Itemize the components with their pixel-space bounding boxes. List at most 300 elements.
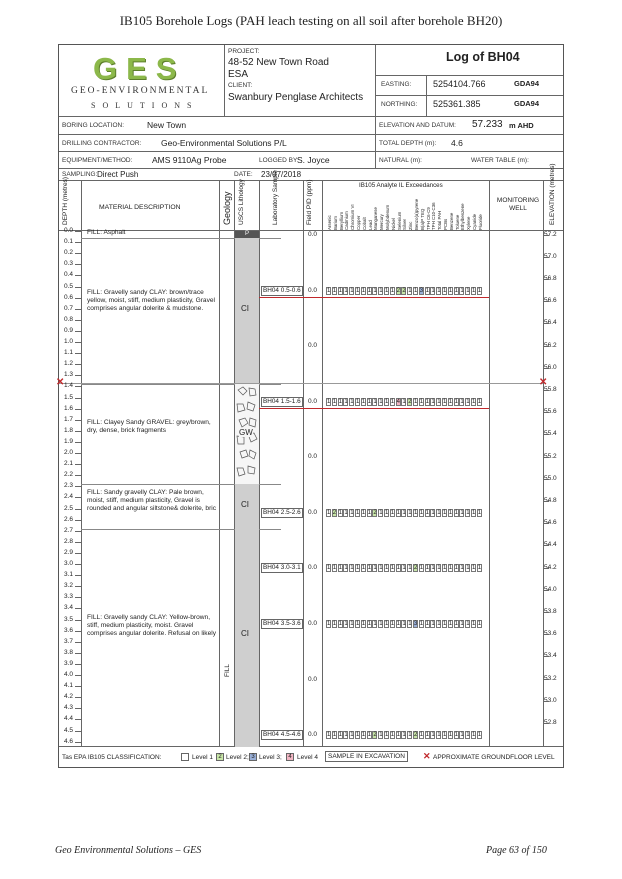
elevation-tick — [543, 590, 549, 591]
elevation-tick — [543, 434, 549, 435]
legend-sample: SAMPLE IN EXCAVATION — [325, 751, 408, 762]
exceedance-level-cell: 2 — [373, 509, 377, 516]
drilling-label: DRILLING CONTRACTOR: — [62, 140, 142, 147]
footer-page-number: Page 63 of 150 — [486, 845, 547, 856]
exceedance-level-cell: 1 — [396, 731, 400, 738]
exceedance-level-cell: 1 — [431, 398, 435, 405]
depth-tick-label: 0.5 — [63, 282, 73, 290]
analyte-name: Cyanide — [472, 213, 477, 230]
exceedance-level-cell: 1 — [431, 731, 435, 738]
depth-tick — [75, 497, 81, 498]
exceedance-level-cell: 1 — [344, 398, 348, 405]
depth-tick — [75, 664, 81, 665]
exceedance-level-cell: 1 — [477, 565, 482, 571]
exceedance-level-cell: 1 — [443, 565, 447, 571]
lab-sample-id: BH04 4.5-4.6 — [263, 730, 301, 738]
exceedance-level-cell: 1 — [414, 287, 418, 294]
exceedance-level-cell: 1 — [414, 398, 418, 405]
depth-tick — [75, 575, 81, 576]
exceedance-level-cell: 1 — [327, 509, 331, 516]
exceedance-level-cell: 1 — [408, 287, 412, 294]
elevation-tick — [543, 656, 549, 657]
exceedance-level-cell: 1 — [338, 565, 342, 571]
depth-tick — [75, 331, 81, 332]
document-title: IB105 Borehole Logs (PAH leach testing on all soil after borehole BH20) — [119, 13, 503, 28]
exceedance-level-cell: 1 — [373, 287, 377, 294]
legend-level4-box: 4 — [286, 753, 294, 761]
uscs-clay-3 — [235, 529, 259, 747]
uscs-clay-2 — [235, 484, 259, 529]
exceedance-level-cell: 1 — [466, 620, 470, 627]
legend-label: Tas EPA IB105 CLASSIFICATION: — [62, 754, 162, 761]
exceedance-row — [323, 564, 488, 574]
depth-tick — [75, 542, 81, 543]
exceedance-level-cell: 1 — [460, 565, 464, 571]
log-title: Log of BH04 — [446, 50, 520, 64]
exceedance-level-cell: 1 — [390, 398, 395, 405]
legend-cross-icon: ✕ — [423, 751, 431, 761]
depth-tick-label: 0.4 — [63, 271, 73, 279]
elevation-tick — [543, 545, 549, 546]
exceedance-level-cell: 1 — [379, 509, 383, 516]
depth-tick-label: 3.0 — [63, 560, 73, 567]
pid-reading: 0.0 — [308, 676, 318, 683]
layer-description: FILL: Gravelly sandy CLAY: brown/trace yellow, moist, stiff, medium plasticity, Gravel comprises angular dolerite & mudstone. — [87, 289, 216, 313]
legend-level2-box: 2 — [216, 753, 224, 761]
exceedance-level-cell: 1 — [431, 565, 435, 571]
legend-level2: Level 2; — [226, 754, 249, 761]
log-title-block — [376, 45, 563, 116]
exceedance-level-cell: 1 — [396, 620, 400, 627]
exceedance-level-cell: 3 — [414, 620, 418, 627]
exceedance-level-cell: 1 — [367, 509, 371, 516]
exceedance-level-cell: 1 — [472, 398, 476, 405]
elevation-tick-label: 55.0 — [544, 474, 557, 482]
elevation-tick — [543, 523, 549, 524]
exceedance-level-cell: 1 — [373, 620, 377, 627]
date-value: 23/07/2018 — [261, 170, 302, 179]
depth-tick-label: 0.6 — [63, 293, 73, 301]
legend-groundfloor: APPROXIMATE GROUNDFLOOR LEVEL — [433, 754, 555, 761]
uscs-label: CI — [241, 500, 249, 509]
equipment-value: AMS 9110Ag Probe — [152, 155, 227, 165]
exceedance-level-cell: 1 — [443, 731, 447, 738]
exceedance-level-cell: 1 — [390, 565, 395, 571]
elevation-value: 57.233 — [472, 119, 503, 130]
analyte-name: Xylene — [466, 216, 472, 230]
boring-location-row — [59, 117, 563, 135]
exceedance-level-cell: 1 — [443, 620, 447, 627]
layer-description: FILL: Sandy gravelly CLAY: Pale brown, moist, stiff, medium plasticity, Gravel is rounded and angular siltstone& dolerite, bric — [87, 489, 217, 513]
exceedance-level-cell: 1 — [460, 287, 464, 294]
lab-sample-id: BH04 2.5-2.6 — [263, 508, 301, 516]
exceedance-row — [323, 620, 488, 630]
depth-tick — [75, 242, 81, 243]
analyte-name: Arsenic — [327, 215, 332, 230]
depth-tick — [75, 364, 81, 365]
exceedance-level-cell: 3 — [419, 287, 424, 294]
exceedance-level-cell: 1 — [472, 565, 476, 571]
geology-fill-label: FILL — [224, 663, 231, 677]
logo — [59, 45, 224, 116]
uscs-clay-1 — [235, 238, 259, 384]
depth-tick-label: 2.4 — [63, 493, 73, 501]
exceedance-level-cell: 1 — [460, 509, 464, 516]
exceedance-level-cell: 1 — [344, 509, 348, 516]
depth-tick — [75, 697, 81, 698]
depth-tick-label: 2.3 — [63, 482, 73, 490]
elevation-tick-label: 56.4 — [544, 319, 557, 327]
log-body — [56, 227, 563, 747]
elevation-tick-label: 53.8 — [544, 608, 557, 616]
exceedance-level-cell: 1 — [338, 287, 342, 294]
depth-tick-label: 0.7 — [63, 304, 73, 312]
exceedance-level-cell: 1 — [344, 287, 348, 294]
exceedance-level-cell: 1 — [385, 731, 389, 738]
exceedance-level-cell: 1 — [419, 620, 424, 627]
project-label: PROJECT: — [228, 48, 260, 55]
depth-tick-label: 2.7 — [63, 526, 73, 534]
analyte-name: Chromium VI — [350, 204, 356, 230]
elevation-label: ELEVATION AND DATUM: — [379, 122, 456, 129]
depth-tick — [75, 353, 81, 354]
elevation-tick — [543, 479, 549, 480]
exceedance-level-cell: 1 — [361, 509, 366, 516]
elevation-tick-label: 55.2 — [544, 452, 557, 460]
exceedance-level-cell: 1 — [402, 731, 406, 738]
pid-reading: 0.0 — [308, 453, 318, 460]
exceedance-level-cell: 1 — [361, 287, 366, 294]
exceedance-level-cell: 1 — [408, 509, 412, 516]
depth-tick — [75, 375, 81, 376]
pid-reading: 0.0 — [308, 508, 318, 516]
exceedance-level-cell: 1 — [437, 731, 441, 738]
depth-tick-label: 1.5 — [63, 393, 73, 401]
exceedance-level-cell: 1 — [443, 287, 447, 294]
analyte-name: PCBs — [443, 218, 448, 230]
analyte-name: Benzo(a)pyrene — [414, 198, 419, 230]
groundfloor-marker-right: ✕ — [539, 377, 548, 388]
exceedance-level-cell: 1 — [425, 565, 429, 571]
exceedance-level-cell: 1 — [431, 620, 435, 627]
legend-level3: Level 3; — [259, 754, 282, 761]
layer-description: FILL: Gravelly sandy CLAY: Yellow-brown, stiff, medium plasticity, moist. Gravel comprises angular dolerite. Refusal on likely — [87, 614, 217, 638]
elevation-tick-label: 54.0 — [544, 585, 557, 593]
depth-tick — [75, 475, 81, 476]
depth-tick-label: 2.1 — [63, 460, 73, 468]
analyte-name: Fluoride — [477, 214, 483, 230]
exceedance-level-cell: 2 — [408, 398, 412, 405]
boring-location-value: New Town — [147, 120, 187, 130]
elevation-tick — [543, 568, 549, 569]
elevation-tick-label: 57.2 — [544, 230, 557, 238]
exceedance-level-cell: 1 — [472, 620, 476, 627]
exceedance-level-cell: 1 — [379, 287, 383, 294]
analyte-name: TPH C6-C9 — [425, 207, 431, 230]
elevation-tick-label: 56.6 — [544, 297, 557, 305]
depth-tick-label: 2.8 — [63, 537, 73, 545]
exceedance-level-cell: 1 — [437, 509, 441, 516]
exceedance-row — [323, 398, 488, 408]
exceedance-level-cell: 1 — [477, 620, 482, 627]
depth-tick — [75, 464, 81, 465]
northing-label: NORTHING: — [381, 101, 418, 108]
exceedance-level-cell: 2 — [402, 287, 406, 294]
depth-tick-label: 1.4 — [63, 382, 73, 390]
exceedance-level-cell: 1 — [344, 620, 348, 627]
exceedance-level-cell: 1 — [448, 287, 453, 294]
elevation-tick — [543, 346, 549, 347]
exceedance-level-cell: 1 — [356, 731, 360, 738]
equipment-label: EQUIPMENT/METHOD: — [62, 157, 133, 164]
elevation-tick-label: 54.8 — [544, 497, 557, 505]
depth-tick-label: 1.1 — [63, 349, 73, 357]
exceedance-level-cell: 1 — [448, 620, 453, 627]
depth-tick — [75, 298, 81, 299]
elevation-tick — [543, 235, 549, 236]
project-line1: 48-52 New Town Road — [228, 57, 329, 68]
exceedance-level-cell: 1 — [356, 620, 360, 627]
logo-line2: SOLUTIONS — [91, 101, 199, 110]
exceedance-level-cell: 1 — [425, 509, 429, 516]
exceedance-level-cell: 1 — [454, 509, 458, 516]
depth-tick-label: 2.6 — [63, 515, 73, 523]
exceedance-level-cell: 1 — [367, 620, 371, 627]
exceedance-level-cell: 1 — [361, 565, 366, 571]
analyte-name: Barium — [332, 216, 338, 230]
exceedance-level-cell: 2 — [414, 565, 418, 571]
exceedance-level-cell: 1 — [361, 398, 366, 405]
exceedance-level-cell: 1 — [356, 509, 360, 516]
analyte-name: TPH C10-C36 — [431, 202, 437, 230]
exceedance-level-cell: 1 — [385, 398, 389, 405]
elevation-tick-label: 53.6 — [544, 630, 557, 638]
exceedance-level-cell: 1 — [408, 620, 412, 627]
exceedance-level-cell: 1 — [454, 398, 458, 405]
elevation-tick-label: 53.4 — [544, 652, 557, 660]
exceedance-level-cell: 1 — [390, 287, 395, 294]
exceedance-level-cell: 1 — [367, 398, 371, 405]
lab-sample-id: BH04 3.5-3.6 — [263, 619, 301, 627]
drilling-row — [59, 135, 563, 152]
analyte-name: Benzene — [448, 212, 454, 230]
analyte-name: Silver — [402, 219, 408, 230]
layer-description: FILL: Asphalt — [87, 229, 126, 236]
depth-tick-label: 4.1 — [63, 682, 73, 690]
total-depth-label: TOTAL DEPTH (m): — [379, 140, 437, 147]
depth-tick-label: 0.0 — [63, 227, 73, 234]
exceedance-row — [323, 287, 488, 297]
elevation-tick-label: 52.8 — [544, 719, 557, 727]
elevation-header: ELEVATION (metres) — [549, 163, 556, 225]
depth-tick — [75, 686, 81, 687]
exceedance-header: IB105 Analyte IL Exceedances — [359, 182, 443, 189]
logo-line1: GEO-ENVIRONMENTAL — [71, 86, 210, 96]
depth-tick-label: 3.8 — [63, 648, 73, 656]
exceedance-level-cell: 1 — [327, 565, 331, 571]
elevation-tick-label: 56.2 — [544, 341, 557, 349]
depth-tick — [75, 275, 81, 276]
exceedance-level-cell: 1 — [338, 509, 342, 516]
exceedance-level-cell: 1 — [454, 731, 458, 738]
uscs-label: GW — [239, 428, 253, 437]
geology-header: Geology — [222, 191, 232, 225]
exceedance-level-cell: 1 — [350, 731, 354, 738]
elevation-tick — [543, 257, 549, 258]
exceedance-level-cell: 1 — [350, 287, 354, 294]
date-label: DATE: — [234, 171, 253, 178]
exceedance-level-cell: 1 — [373, 565, 377, 571]
exceedance-level-cell: 1 — [472, 509, 476, 516]
exceedance-level-cell: 1 — [396, 565, 400, 571]
exceedance-level-cell: 1 — [332, 398, 337, 405]
elevation-tick-label: 55.4 — [544, 430, 557, 438]
exceedance-level-cell: 1 — [327, 287, 331, 294]
exceedance-level-cell: 1 — [443, 509, 447, 516]
depth-tick-label: 1.0 — [63, 338, 73, 345]
legend-row — [59, 749, 563, 767]
legend-level3-box: 3 — [249, 753, 257, 761]
exceedance-level-cell: 1 — [338, 398, 342, 405]
depth-tick-label: 4.2 — [63, 693, 73, 701]
logged-by-value: S. Joyce — [297, 155, 330, 165]
pid-reading: 0.0 — [308, 342, 318, 349]
exceedance-level-cell: 1 — [332, 565, 337, 571]
depth-tick — [75, 553, 81, 554]
exceedance-level-cell: 1 — [414, 509, 418, 516]
exceedance-level-cell: 1 — [460, 398, 464, 405]
exceedance-level-cell: 1 — [367, 287, 371, 294]
pid-reading: 0.0 — [308, 730, 318, 738]
footer-company: Geo Environmental Solutions – GES — [55, 845, 202, 856]
depth-tick — [75, 231, 81, 232]
depth-tick-label: 4.6 — [63, 737, 73, 745]
depth-tick-label: 3.2 — [63, 582, 73, 590]
exceedance-level-cell: 4 — [396, 398, 400, 405]
lab-sample-id: BH04 1.5-1.6 — [263, 397, 301, 405]
analyte-name: Toluene — [454, 214, 460, 230]
analyte-name-list — [323, 181, 488, 231]
depth-tick — [75, 564, 81, 565]
analyte-name: Zinc — [408, 221, 414, 230]
exceedance-level-cell: 1 — [332, 620, 337, 627]
depth-tick — [75, 675, 81, 676]
borehole-log-sheet — [58, 44, 564, 768]
depth-tick-label: 3.3 — [63, 593, 73, 601]
analyte-name: Cadmium — [344, 211, 350, 230]
exceedance-level-cell: 1 — [379, 620, 383, 627]
exceedance-level-cell: 1 — [437, 565, 441, 571]
elevation-tick — [543, 390, 549, 391]
exceedance-level-cell: 1 — [327, 731, 331, 738]
easting-label: EASTING: — [381, 81, 412, 88]
exceedance-row — [323, 509, 488, 519]
exceedance-level-cell: 1 — [350, 620, 354, 627]
exceedance-level-cell: 1 — [361, 731, 366, 738]
analyte-name: Nickel — [390, 218, 396, 230]
exceedance-level-cell: 1 — [356, 398, 360, 405]
sampling-label: SAMPLING: — [62, 171, 98, 178]
exceedance-level-cell: 1 — [408, 565, 412, 571]
exceedance-level-cell: 1 — [344, 565, 348, 571]
analyte-name: Copper — [356, 215, 361, 230]
lab-sample-id: BH04 3.0-3.1 — [263, 564, 301, 571]
exceedance-level-cell: 1 — [344, 731, 348, 738]
uscs-header: USCS Lithology — [238, 179, 245, 225]
exceedance-level-cell: 1 — [472, 287, 476, 294]
exceedance-level-cell: 1 — [454, 287, 458, 294]
exceedance-level-cell: 1 — [367, 565, 371, 571]
depth-tick-label: 1.2 — [63, 360, 73, 368]
elevation-tick — [543, 679, 549, 680]
total-depth-value: 4.6 — [451, 138, 463, 148]
depth-tick — [75, 708, 81, 709]
depth-tick — [75, 631, 81, 632]
pid-reading: 0.0 — [308, 231, 318, 238]
depth-tick-label: 0.3 — [63, 260, 73, 268]
equipment-row — [59, 152, 563, 169]
elevation-tick-label: 53.0 — [544, 696, 557, 704]
exceedance-level-cell: 1 — [332, 287, 337, 294]
lab-sample-header: Laboratory Sample — [272, 170, 279, 225]
uscs-gravel — [235, 384, 259, 484]
exceedance-level-cell: 1 — [437, 398, 441, 405]
depth-tick-label: 1.3 — [63, 371, 73, 379]
depth-tick — [75, 520, 81, 521]
exceedance-level-cell: 1 — [385, 287, 389, 294]
exceedance-level-cell: 1 — [466, 509, 470, 516]
exceedance-level-cell: 1 — [379, 398, 383, 405]
exceedance-level-cell: 2 — [373, 731, 377, 738]
exceedance-level-cell: 1 — [466, 398, 470, 405]
elevation-tick — [543, 412, 549, 413]
depth-tick — [75, 586, 81, 587]
analyte-name: Ethylbenzene — [460, 203, 466, 230]
exceedance-level-cell: 1 — [367, 731, 371, 738]
monitoring-header: MONITORING WELL — [496, 197, 540, 212]
depth-tick-label: 4.3 — [63, 704, 73, 712]
exceedance-level-cell: 1 — [350, 565, 354, 571]
exceedance-level-cell: 1 — [402, 565, 406, 571]
exceedance-level-cell: 1 — [408, 731, 412, 738]
elevation-tick-label: 54.2 — [544, 563, 557, 571]
exceedance-level-cell: 1 — [379, 565, 383, 571]
pid-reading: 0.0 — [308, 397, 318, 405]
depth-tick-label: 0.8 — [63, 315, 73, 323]
depth-tick — [75, 287, 81, 288]
depth-tick-label: 4.5 — [63, 726, 73, 734]
depth-tick-label: 3.7 — [63, 637, 73, 645]
easting-value: 5254104.766 — [433, 79, 486, 89]
depth-tick — [75, 486, 81, 487]
exceedance-level-cell: 1 — [431, 509, 435, 516]
groundfloor-marker-left: ✕ — [56, 377, 65, 388]
elevation-tick-label: 54.4 — [544, 541, 557, 549]
exceedance-level-cell: 2 — [396, 287, 400, 294]
depth-tick — [75, 431, 81, 432]
depth-tick-label: 4.4 — [63, 715, 73, 723]
exceedance-level-cell: 1 — [477, 509, 482, 516]
boring-location-label: BORING LOCATION: — [62, 122, 124, 129]
exceedance-level-cell: 1 — [327, 620, 331, 627]
exceedance-level-cell: 1 — [396, 509, 400, 516]
pid-reading: 0.0 — [308, 619, 318, 627]
exceedance-level-cell: 1 — [425, 398, 429, 405]
exceedance-level-cell: 1 — [431, 287, 435, 294]
exceedance-level-cell: 1 — [356, 287, 360, 294]
analyte-name: Selenium — [396, 211, 402, 230]
exceedance-level-cell: 1 — [466, 287, 470, 294]
